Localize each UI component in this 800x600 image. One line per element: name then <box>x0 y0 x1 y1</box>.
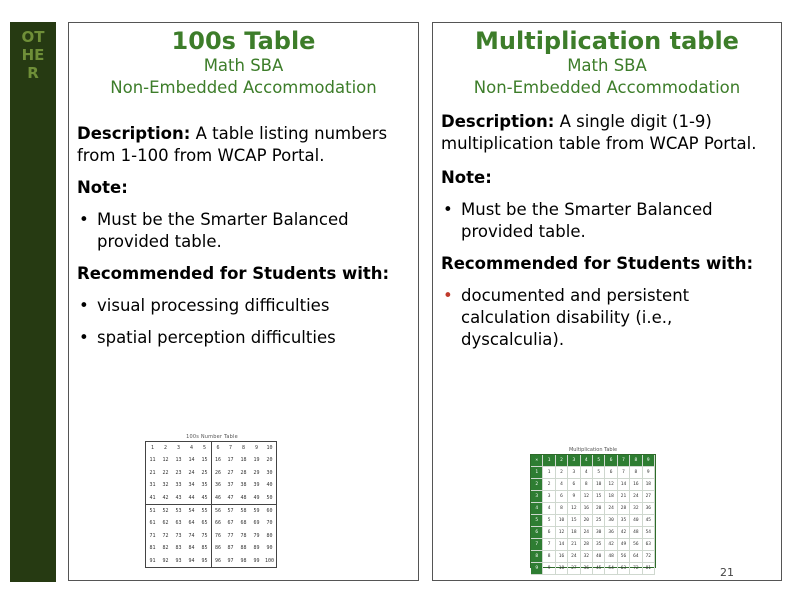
grid-cell: 4 <box>189 445 193 451</box>
grid-cell: 5 <box>543 515 555 527</box>
grid-cell: 27 <box>643 491 655 503</box>
grid-cell: 92 <box>162 557 169 564</box>
grid-cell: 90 <box>266 545 273 552</box>
thumbnail-caption: Multiplication Table <box>568 447 618 453</box>
grid-cell: 1 <box>150 445 154 451</box>
recommended-label: Recommended for Students with: <box>77 264 390 283</box>
grid-cell: 26 <box>211 467 224 479</box>
grid-cell: 2 <box>531 479 543 491</box>
grid-cell: 81 <box>149 545 156 552</box>
grid-cell: 54 <box>605 563 617 575</box>
grid-cell: 64 <box>188 520 195 527</box>
grid-cell: 95 <box>201 557 208 564</box>
grid-cell: 35 <box>593 539 605 551</box>
grid-cell: 34 <box>188 482 195 489</box>
grid-cell: 6 <box>531 527 543 539</box>
grid-cell: 62 <box>162 520 169 527</box>
description <box>77 123 412 167</box>
grid-cell: 67 <box>227 520 234 527</box>
grid-cell: 41 <box>149 494 156 501</box>
grid-cell: 85 <box>201 545 208 552</box>
grid-cell: 3 <box>543 491 555 503</box>
grid-cell: 28 <box>618 503 630 515</box>
description <box>441 111 775 155</box>
grid-cell: 47 <box>227 494 234 501</box>
grid-cell: 27 <box>568 563 580 575</box>
grid-cell: 8 <box>241 445 245 451</box>
grid-cell: 20 <box>593 503 605 515</box>
grid-cell: 10 <box>266 445 273 451</box>
grid-cell: 24 <box>581 527 593 539</box>
grid-cell: 4 <box>543 503 555 515</box>
grid-cell: 42 <box>605 539 617 551</box>
grid-cell: 25 <box>201 469 208 476</box>
grid-cell: 9 <box>531 563 543 575</box>
grid-cell: 82 <box>162 545 169 552</box>
grid-cell: 32 <box>630 503 642 515</box>
bullet-icon: • <box>79 328 89 347</box>
grid-cell: 18 <box>643 479 655 491</box>
grid-cell: 65 <box>201 520 208 527</box>
grid-cell: 64 <box>630 551 642 563</box>
grid-cell: 83 <box>175 545 182 552</box>
grid-cell: 5 <box>202 445 206 451</box>
grid-cell: 55 <box>198 504 211 517</box>
grid-cell: 20 <box>581 515 593 527</box>
grid-cell: 60 <box>263 504 276 517</box>
grid-cell: 22 <box>162 469 169 476</box>
grid-cell: 36 <box>211 479 224 491</box>
grid-cell: 38 <box>240 482 247 489</box>
description-label: Description: <box>441 112 555 131</box>
grid-cell: 6 <box>605 455 617 467</box>
grid-cell: 31 <box>149 482 156 489</box>
grid-cell: 6 <box>568 479 580 491</box>
grid-cell: 48 <box>630 527 642 539</box>
grid-cell: 25 <box>593 515 605 527</box>
grid-cell: 35 <box>201 482 208 489</box>
card-body <box>441 111 775 351</box>
grid-cell: 24 <box>568 551 580 563</box>
bullet-icon: • <box>443 286 453 305</box>
list-item: • visual processing difficulties <box>79 296 330 315</box>
grid-cell: 13 <box>175 457 182 464</box>
grid-cell: 98 <box>240 557 247 564</box>
grid-cell: 24 <box>630 491 642 503</box>
grid-cell: 21 <box>149 469 156 476</box>
note-list <box>77 209 412 253</box>
list-item: • spatial perception difficulties <box>79 328 336 347</box>
grid-cell: 9 <box>543 563 555 575</box>
grid-cell: 36 <box>643 503 655 515</box>
card-title: Multiplication table <box>475 27 739 55</box>
grid-cell: 8 <box>581 479 593 491</box>
page-number: 21 <box>720 566 734 579</box>
grid-cell: 54 <box>185 504 198 517</box>
side-label: OT HE R <box>21 28 45 82</box>
grid-cell: 6 <box>605 467 617 479</box>
grid-cell: × <box>531 455 543 467</box>
grid-cell: 4 <box>581 455 593 467</box>
grid-cell: 14 <box>188 457 195 464</box>
card-subtitle-1: Math SBA <box>203 56 284 75</box>
card-body <box>77 123 412 349</box>
grid-cell: 58 <box>237 504 250 517</box>
grid-cell: 7 <box>543 539 555 551</box>
grid-cell: 56 <box>211 504 224 517</box>
grid-cell: 7 <box>228 445 232 451</box>
grid-cell: 19 <box>253 457 260 464</box>
grid-cell: 69 <box>253 520 260 527</box>
side-bar <box>10 22 56 582</box>
grid-cell: 10 <box>593 479 605 491</box>
bullet-icon: • <box>443 200 453 219</box>
grid-cell: 4 <box>556 479 568 491</box>
grid-cell: 39 <box>253 482 260 489</box>
grid-cell: 80 <box>266 532 273 539</box>
grid-cell: 75 <box>201 532 208 539</box>
grid-cell: 89 <box>253 545 260 552</box>
grid-cell: 49 <box>253 494 260 501</box>
grid-cell: 5 <box>593 455 605 467</box>
grid-cell: 40 <box>593 551 605 563</box>
grid-cell: 2 <box>543 479 555 491</box>
grid-cell: 30 <box>593 527 605 539</box>
grid-cell: 40 <box>630 515 642 527</box>
grid-cell: 11 <box>149 457 156 464</box>
card-title: 100s Table <box>171 27 316 55</box>
grid-cell: 66 <box>211 517 224 529</box>
description-text: A table listing numbers from 1-100 from WCAP Portal. <box>77 124 388 165</box>
grid-cell: 9 <box>643 467 655 479</box>
grid-cell: 18 <box>568 527 580 539</box>
grid-cell: 86 <box>211 542 224 554</box>
grid-cell: 72 <box>643 551 655 563</box>
grid-cell: 15 <box>201 457 208 464</box>
hundreds-table-thumbnail <box>145 433 279 571</box>
grid-cell: 16 <box>211 454 224 466</box>
grid-cell: 7 <box>531 539 543 551</box>
grid-cell: 76 <box>211 530 224 542</box>
grid-cell: 24 <box>188 469 195 476</box>
grid-cell: 9 <box>643 455 655 467</box>
grid-cell: 57 <box>224 504 237 517</box>
grid-cell: 8 <box>630 467 642 479</box>
grid-cell: 71 <box>149 532 156 539</box>
grid-cell: 1 <box>531 467 543 479</box>
grid-cell: 45 <box>643 515 655 527</box>
grid-cell: 12 <box>162 457 169 464</box>
grid-cell: 8 <box>630 455 642 467</box>
grid-cell: 99 <box>253 557 260 564</box>
grid-cell: 4 <box>531 503 543 515</box>
note-label: Note: <box>77 178 128 197</box>
grid-cell: 48 <box>240 494 247 501</box>
grid-cell: 61 <box>149 520 156 527</box>
grid-cell: 3 <box>176 445 180 451</box>
grid-cell: 2 <box>556 455 568 467</box>
grid-cell: 91 <box>149 557 156 564</box>
grid-cell: 72 <box>630 563 642 575</box>
grid-cell: 16 <box>581 503 593 515</box>
grid-cell: 8 <box>531 551 543 563</box>
grid-cell: 81 <box>643 563 655 575</box>
grid-cell: 7 <box>618 455 630 467</box>
grid-cell: 42 <box>162 494 169 501</box>
grid-cell: 93 <box>175 557 182 564</box>
grid-cell: 63 <box>643 539 655 551</box>
note-label: Note: <box>441 168 492 187</box>
grid-cell: 14 <box>618 479 630 491</box>
grid-cell: 30 <box>266 469 273 476</box>
grid-cell: 44 <box>188 494 195 501</box>
grid-cell: 43 <box>175 494 182 501</box>
grid-cell: 87 <box>227 545 234 552</box>
grid-cell: 6 <box>211 442 224 454</box>
grid-cell: 4 <box>581 467 593 479</box>
grid-cell: 18 <box>556 563 568 575</box>
list-item: • Must be the Smarter Balanced provided table. <box>79 210 349 251</box>
grid-cell: 52 <box>159 504 172 517</box>
grid-cell: 9 <box>254 445 258 451</box>
grid-cell: 12 <box>556 527 568 539</box>
grid-cell: 2 <box>556 467 568 479</box>
grid-cell: 21 <box>618 491 630 503</box>
note-list <box>441 199 775 243</box>
grid-cell: 32 <box>162 482 169 489</box>
grid-cell: 73 <box>175 532 182 539</box>
grid-cell: 2 <box>163 445 167 451</box>
grid-cell: 3 <box>531 491 543 503</box>
grid-cell: 16 <box>556 551 568 563</box>
grid-cell: 88 <box>240 545 247 552</box>
grid-cell: 8 <box>543 551 555 563</box>
grid-cell: 12 <box>568 503 580 515</box>
grid-cell: 29 <box>253 469 260 476</box>
recommended-list <box>441 285 775 351</box>
grid-cell: 97 <box>227 557 234 564</box>
grid-cell: 40 <box>266 482 273 489</box>
grid-cell: 53 <box>172 504 185 517</box>
grid-cell: 50 <box>266 494 273 501</box>
grid-cell: 5 <box>531 515 543 527</box>
grid-cell: 32 <box>581 551 593 563</box>
grid-cell: 18 <box>605 491 617 503</box>
grid-cell: 56 <box>630 539 642 551</box>
grid-cell: 15 <box>593 491 605 503</box>
grid-cell: 12 <box>581 491 593 503</box>
grid-cell: 3 <box>568 455 580 467</box>
grid-cell: 45 <box>593 563 605 575</box>
grid-cell: 28 <box>581 539 593 551</box>
list-item: • Must be the Smarter Balanced provided table. <box>443 200 713 241</box>
grid-cell: 78 <box>240 532 247 539</box>
grid-cell: 63 <box>175 520 182 527</box>
grid-cell: 42 <box>618 527 630 539</box>
grid-cell: 28 <box>240 469 247 476</box>
grid-cell: 12 <box>605 479 617 491</box>
description-label: Description: <box>77 124 191 143</box>
grid-cell: 94 <box>188 557 195 564</box>
grid-cell: 24 <box>605 503 617 515</box>
grid-cell: 77 <box>227 532 234 539</box>
grid-cell: 27 <box>227 469 234 476</box>
thumbnail-caption: 100s Number Table <box>186 434 238 440</box>
grid-cell: 6 <box>556 491 568 503</box>
grid-cell: 36 <box>581 563 593 575</box>
grid-cell: 49 <box>618 539 630 551</box>
list-item: • documented and persistent calculation disability (i.e., dyscalculia). <box>443 286 690 349</box>
grid-cell: 3 <box>568 467 580 479</box>
grid-cell: 8 <box>556 503 568 515</box>
card-subtitle-1: Math SBA <box>567 56 647 75</box>
grid-cell: 9 <box>568 491 580 503</box>
grid-cell: 14 <box>556 539 568 551</box>
grid-cell: 84 <box>188 545 195 552</box>
grid-cell: 21 <box>568 539 580 551</box>
grid-cell: 45 <box>201 494 208 501</box>
card-subtitle-2: Non-Embedded Accommodation <box>473 78 741 97</box>
grid-cell: 7 <box>618 467 630 479</box>
grid-cell: 46 <box>211 492 224 504</box>
grid-cell: 35 <box>618 515 630 527</box>
grid-cell: 74 <box>188 532 195 539</box>
recommended-list <box>77 295 412 349</box>
grid-cell: 70 <box>266 520 273 527</box>
grid-cell: 23 <box>175 469 182 476</box>
description-text: A single digit (1-9) multiplication table from WCAP Portal. <box>441 112 757 153</box>
grid-cell: 1 <box>543 455 555 467</box>
grid-cell: 96 <box>211 555 224 567</box>
grid-cell: 17 <box>227 457 234 464</box>
multiplication-grid <box>530 454 656 571</box>
grid-cell: 30 <box>605 515 617 527</box>
grid-cell: 63 <box>618 563 630 575</box>
card-subtitle-2: Non-Embedded Accommodation <box>110 78 377 97</box>
grid-cell: 15 <box>568 515 580 527</box>
grid-cell: 51 <box>146 504 159 517</box>
grid-cell: 6 <box>543 527 555 539</box>
grid-cell: 36 <box>605 527 617 539</box>
grid-cell: 79 <box>253 532 260 539</box>
multiplication-table-thumbnail <box>530 446 656 570</box>
grid-cell: 72 <box>162 532 169 539</box>
grid-cell: 56 <box>618 551 630 563</box>
grid-cell: 16 <box>630 479 642 491</box>
recommended-label: Recommended for Students with: <box>441 254 754 273</box>
grid-cell: 100 <box>264 557 275 564</box>
grid-cell: 5 <box>593 467 605 479</box>
grid-cell: 18 <box>240 457 247 464</box>
grid-cell: 33 <box>175 482 182 489</box>
grid-cell: 1 <box>543 467 555 479</box>
bullet-icon: • <box>79 296 89 315</box>
grid-cell: 59 <box>250 504 263 517</box>
grid-cell: 37 <box>227 482 234 489</box>
grid-cell: 48 <box>605 551 617 563</box>
grid-cell: 54 <box>643 527 655 539</box>
grid-cell: 68 <box>240 520 247 527</box>
grid-cell: 10 <box>556 515 568 527</box>
bullet-icon: • <box>79 210 89 229</box>
grid-cell: 20 <box>266 457 273 464</box>
hundreds-grid <box>145 441 277 568</box>
